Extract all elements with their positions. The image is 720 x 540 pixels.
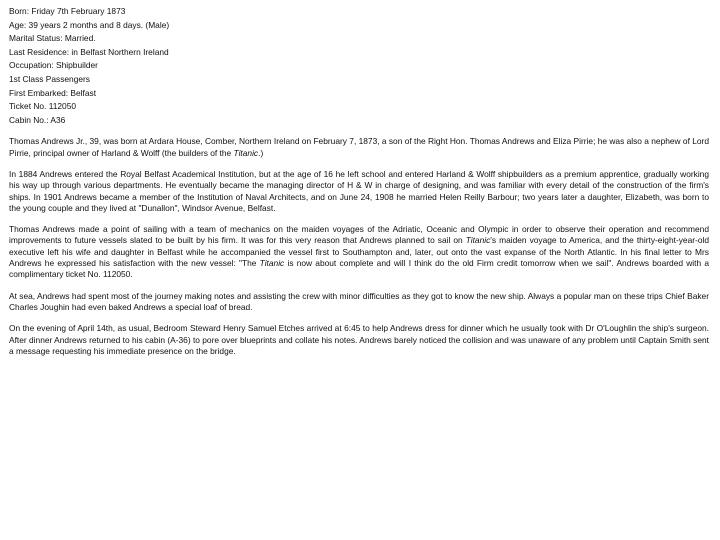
document-page xyxy=(9,5,709,357)
paragraph-at-sea: At sea, Andrews had spent most of the journey making notes and assisting the crew with minor difficulties as they got to know the new ship. Always a popular man on these trips Chief Baker Charles Joughin had even baked Andrews a special loaf of bread. xyxy=(9,290,709,312)
fact-last-residence: Last Residence: in Belfast Northern Ireland xyxy=(9,46,169,57)
paragraph-text: 's maiden voyage to America, and the thirty-eight-year-old executive left his wife and daughter in Belfast while he accompanied the vessel first to Southampton and, later, out onto the vast expanse of the North Atlantic. In his final letter to Mrs Andrews he expressed his satisfaction with the new vessel: "The xyxy=(9,235,710,269)
ship-name-italic: Titanic xyxy=(465,235,491,246)
paragraph-text: Thomas Andrews Jr., 39, was born at Ardara House, Comber, Northern Ireland on February 7, 1873, a son of the Right Hon. Thomas Andrews and Eliza Pirrie; he was also a nephew of Lord Pirrie, principal owner of Harland & Wolff (the builders of the xyxy=(9,136,709,158)
passenger-facts-list xyxy=(9,5,709,127)
fact-class: 1st Class Passengers xyxy=(9,73,90,84)
paragraph-april-14: On the evening of April 14th, as usual, Bedroom Steward Henry Samuel Etches arrived at 6:45 to help Andrews dress for dinner which he usually took with Dr O'Loughlin the ship's surgeon. After dinner Andrews returned to his cabin (A-36) to pore over blueprints and collate his notes. Andrews barely noticed the collision and was unaware of any problem until Captain Smith sent a message requesting his immediate presence on the bridge. xyxy=(9,323,709,356)
fact-occupation: Occupation: Shipbuilder xyxy=(9,60,98,71)
ship-name-italic: Titanic xyxy=(233,147,259,158)
fact-age: Age: 39 years 2 months and 8 days. (Male) xyxy=(9,19,170,30)
fact-born: Born: Friday 7th February 1873 xyxy=(9,6,126,16)
paragraph-maiden-voyages xyxy=(9,224,709,280)
fact-first-embarked: First Embarked: Belfast xyxy=(9,87,97,98)
fact-ticket-number: Ticket No. 112050 xyxy=(9,101,77,112)
paragraph-text: .) xyxy=(258,147,264,158)
fact-marital-status: Marital Status: Married. xyxy=(9,33,96,44)
paragraph-career: In 1884 Andrews entered the Royal Belfast Academical Institution, but at the age of 16 he left school and entered Harland & Wolff shipbuilders as a premium apprentice, gradually working his way up through various departments. He eventually became the managing director of H & W in charge of designing, and was familiar with every detail of the construction of the firm's ships. In 1901 Andrews became a member of the Institution of Naval Architects, and on June 24, 1908 he married Helen Reilly Barbour; two years later a daughter, Elizabeth, was born to the young couple and they lived at "Dunallon", Windsor Avenue, Belfast. xyxy=(9,168,709,213)
paragraph-text: is now about complete and will I think do the old Firm credit tomorrow when we sail". Andrews boarded with a complimentary ticket No. 112050. xyxy=(9,258,709,280)
ship-name-italic: Titanic xyxy=(259,258,285,269)
paragraph-biography-intro xyxy=(9,136,709,159)
fact-cabin-number: Cabin No.: A36 xyxy=(9,114,66,125)
paragraph-text: Thomas Andrews made a point of sailing with a team of mechanics on the maiden voyages of the Adriatic, Oceanic and Olympic in order to observe their operation and recommend improvements to future vessels slated to be built by his firm. It was for this very reason that Andrews planned to sail on xyxy=(9,224,709,246)
